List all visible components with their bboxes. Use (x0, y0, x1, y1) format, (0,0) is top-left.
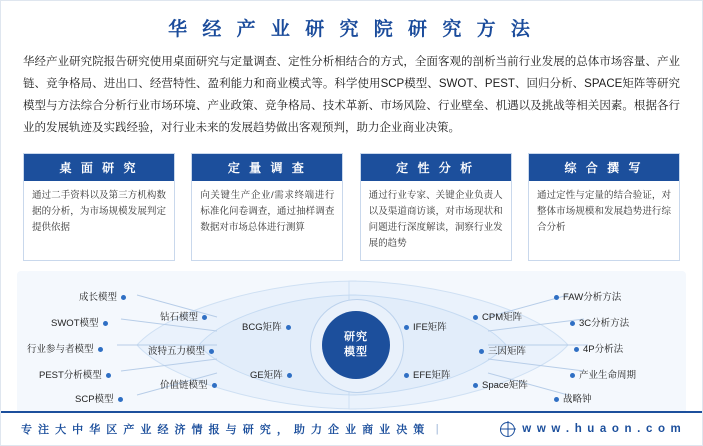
node-right-middle (469, 309, 522, 323)
node-right-outer (570, 341, 623, 355)
hub-label-line1: 研究 (344, 331, 368, 343)
node-dot-icon (287, 373, 292, 378)
node-right-middle (475, 343, 526, 357)
node-left-middle (160, 377, 221, 391)
node-label: 3C分析方法 (579, 318, 630, 329)
node-dot-icon (473, 315, 478, 320)
node-right-outer (550, 289, 621, 303)
node-dot-icon (106, 373, 111, 378)
node-dot-icon (570, 373, 575, 378)
node-right-inner (400, 367, 450, 381)
node-label: 成长模型 (79, 292, 118, 303)
node-left-outer (75, 391, 127, 405)
node-dot-icon (286, 325, 291, 330)
node-dot-icon (404, 373, 409, 378)
node-dot-icon (103, 321, 108, 326)
node-dot-icon (574, 347, 579, 352)
node-left-inner (250, 367, 296, 381)
node-label: 三因矩阵 (488, 346, 527, 357)
node-dot-icon (118, 397, 123, 402)
node-dot-icon (121, 295, 126, 300)
node-label: Space矩阵 (482, 380, 528, 391)
hub-label-line2: 模型 (344, 346, 368, 358)
node-label: CPM矩阵 (482, 312, 523, 323)
footer-website[interactable]: w w w . h u a o n . c o m (522, 423, 682, 435)
method-card (360, 153, 512, 261)
node-right-middle (469, 377, 528, 391)
node-right-outer (566, 315, 629, 329)
footer-website-group[interactable] (500, 422, 682, 437)
node-dot-icon (554, 295, 559, 300)
card-title: 桌 面 研 究 (24, 154, 174, 181)
footer-slogan-group (21, 421, 450, 437)
node-left-outer (27, 341, 107, 355)
node-dot-icon (212, 383, 217, 388)
node-label: IFE矩阵 (413, 322, 447, 333)
node-label: 行业参与者模型 (27, 344, 94, 355)
method-card (528, 153, 680, 261)
node-dot-icon (209, 349, 214, 354)
method-card (23, 153, 175, 261)
node-left-outer (51, 315, 112, 329)
node-label: PEST分析模型 (39, 370, 102, 381)
node-dot-icon (98, 347, 103, 352)
card-title: 定 量 调 查 (192, 154, 342, 181)
node-left-outer (39, 367, 115, 381)
node-label: 钻石模型 (160, 312, 199, 323)
footer-bar (1, 411, 702, 445)
globe-icon (500, 422, 515, 437)
footer-slogan: 专 注 大 中 华 区 产 业 经 济 情 报 与 研 究 ， 助 力 企 业 商 业 决 策 (21, 424, 426, 436)
node-dot-icon (473, 383, 478, 388)
footer-separator: | (435, 423, 441, 435)
card-title: 综 合 撰 写 (529, 154, 679, 181)
node-right-outer (566, 367, 636, 381)
node-label: 4P分析法 (583, 344, 624, 355)
node-dot-icon (570, 321, 575, 326)
node-label: 价值链模型 (160, 380, 208, 391)
node-label: EFE矩阵 (413, 370, 451, 381)
node-dot-icon (479, 349, 484, 354)
intro-paragraph: 华经产业研究院报告研究使用桌面研究与定量调查、定性分析相结合的方式，全面客观的剖析当前行业发展的总体市场容量、产业链、竞争格局、进出口、经营特性、盈利能力和商业模式等。科学使用SCP模型、SWOT、PEST、回归分析、SPACE矩阵等研究模型与方法综合分析行业市场环境、产业政策、竞争格局、技术革新、市场风险、行业壁垒、机遇以及挑战等相关因素。根据各行业的发展轨迹及实践经验，对行业未来的发展趋势做出客观预判，助力企业商业决策。 (23, 56, 680, 134)
node-label: FAW分析方法 (563, 292, 622, 303)
method-card (191, 153, 343, 261)
node-label: BCG矩阵 (242, 322, 282, 333)
page-title: 华 经 产 业 研 究 院 研 究 方 法 (168, 19, 535, 40)
method-cards (23, 153, 680, 261)
research-model-diagram (17, 271, 686, 419)
node-left-inner (242, 319, 295, 333)
node-right-inner (400, 319, 447, 333)
card-body: 通过二手资料以及第三方机构数据的分析，为市场规模发展判定提供依据 (32, 190, 166, 233)
node-label: 产业生命周期 (579, 370, 637, 381)
node-dot-icon (554, 397, 559, 402)
node-left-outer (79, 289, 130, 303)
card-body: 通过定性与定量的结合验证，对整体市场规模和发展趋势进行综合分析 (536, 190, 671, 233)
node-dot-icon (404, 325, 409, 330)
node-left-middle (148, 343, 218, 357)
node-label: GE矩阵 (250, 370, 283, 381)
node-dot-icon (202, 315, 207, 320)
node-label: 波特五力模型 (148, 346, 206, 357)
card-body: 通过行业专家、关键企业负责人以及渠道商访谈，对市场现状和问题进行深度解读，洞察行业发展的趋势 (368, 190, 503, 249)
card-body: 向关键生产企业/需求终端进行标准化问卷调查，通过抽样调查数据对市场总体进行测算 (200, 190, 335, 233)
node-label: 战略钟 (563, 394, 592, 405)
node-right-outer (550, 391, 592, 405)
hub-research-model (322, 311, 390, 379)
card-title: 定 性 分 析 (361, 154, 511, 181)
node-label: SCP模型 (75, 394, 114, 405)
node-left-middle (160, 309, 211, 323)
node-label: SWOT模型 (51, 318, 99, 329)
